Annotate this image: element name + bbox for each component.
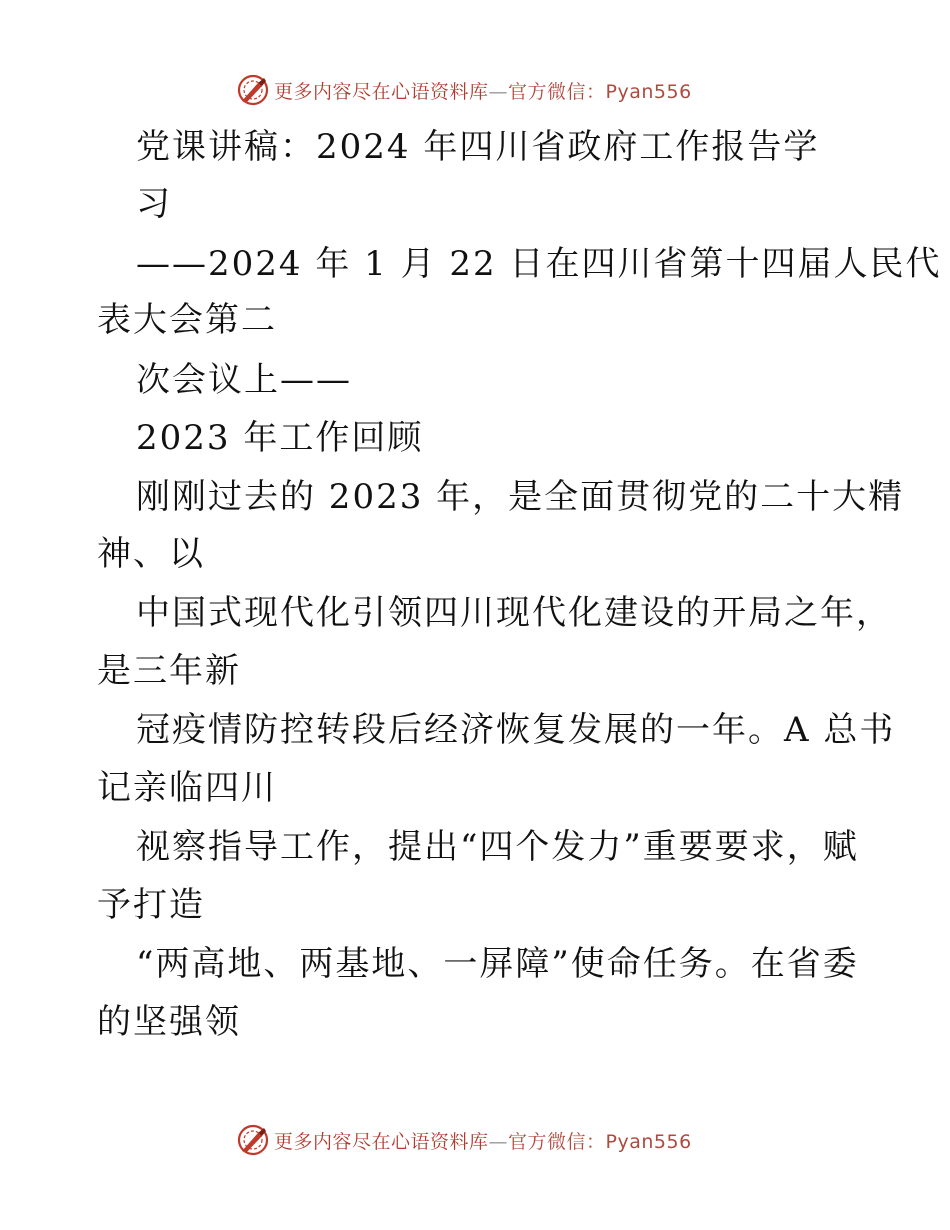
doc-line: 次会议上—— [136, 360, 352, 400]
pen-logo-icon [236, 73, 270, 107]
header-watermark [236, 72, 692, 108]
watermark-wechat-text: 官方微信：Pyan556 [508, 80, 692, 103]
doc-line: 视察指导工作，提出“四个发力”重要要求，赋 [136, 827, 859, 867]
doc-line: 冠疫情防控转段后经济恢复发展的一年。A 总书 [136, 710, 896, 750]
watermark-main-text: 更多内容尽在心语资料库 [274, 1130, 489, 1153]
watermark-dash: — [488, 80, 509, 103]
pen-logo-icon [236, 1123, 270, 1157]
watermark-text [274, 77, 692, 104]
doc-line: “两高地、两基地、一屏障”使命任务。在省委 [136, 944, 859, 984]
doc-line: 予打造 [97, 885, 205, 925]
doc-line: 习 [136, 184, 172, 224]
watermark-dash: — [488, 1130, 509, 1153]
doc-line: 2023 年工作回顾 [136, 418, 424, 458]
watermark-text [274, 1127, 692, 1154]
footer-watermark [236, 1122, 692, 1158]
doc-line: 刚刚过去的 2023 年，是全面贯彻党的二十大精 [136, 477, 905, 517]
watermark-wechat-text: 官方微信：Pyan556 [508, 1130, 692, 1153]
doc-line: 表大会第二 [97, 300, 277, 340]
doc-line: 党课讲稿：2024 年四川省政府工作报告学 [136, 127, 820, 167]
doc-line: 记亲临四川 [97, 768, 277, 808]
doc-line: 中国式现代化引领四川现代化建设的开局之年， [136, 593, 892, 633]
doc-line: 神、以 [97, 534, 205, 574]
watermark-main-text: 更多内容尽在心语资料库 [274, 80, 489, 103]
doc-line: ——2024 年 1 月 22 日在四川省第十四届人民代 [136, 244, 942, 284]
doc-line: 的坚强领 [97, 1002, 241, 1042]
doc-line: 是三年新 [97, 651, 241, 691]
